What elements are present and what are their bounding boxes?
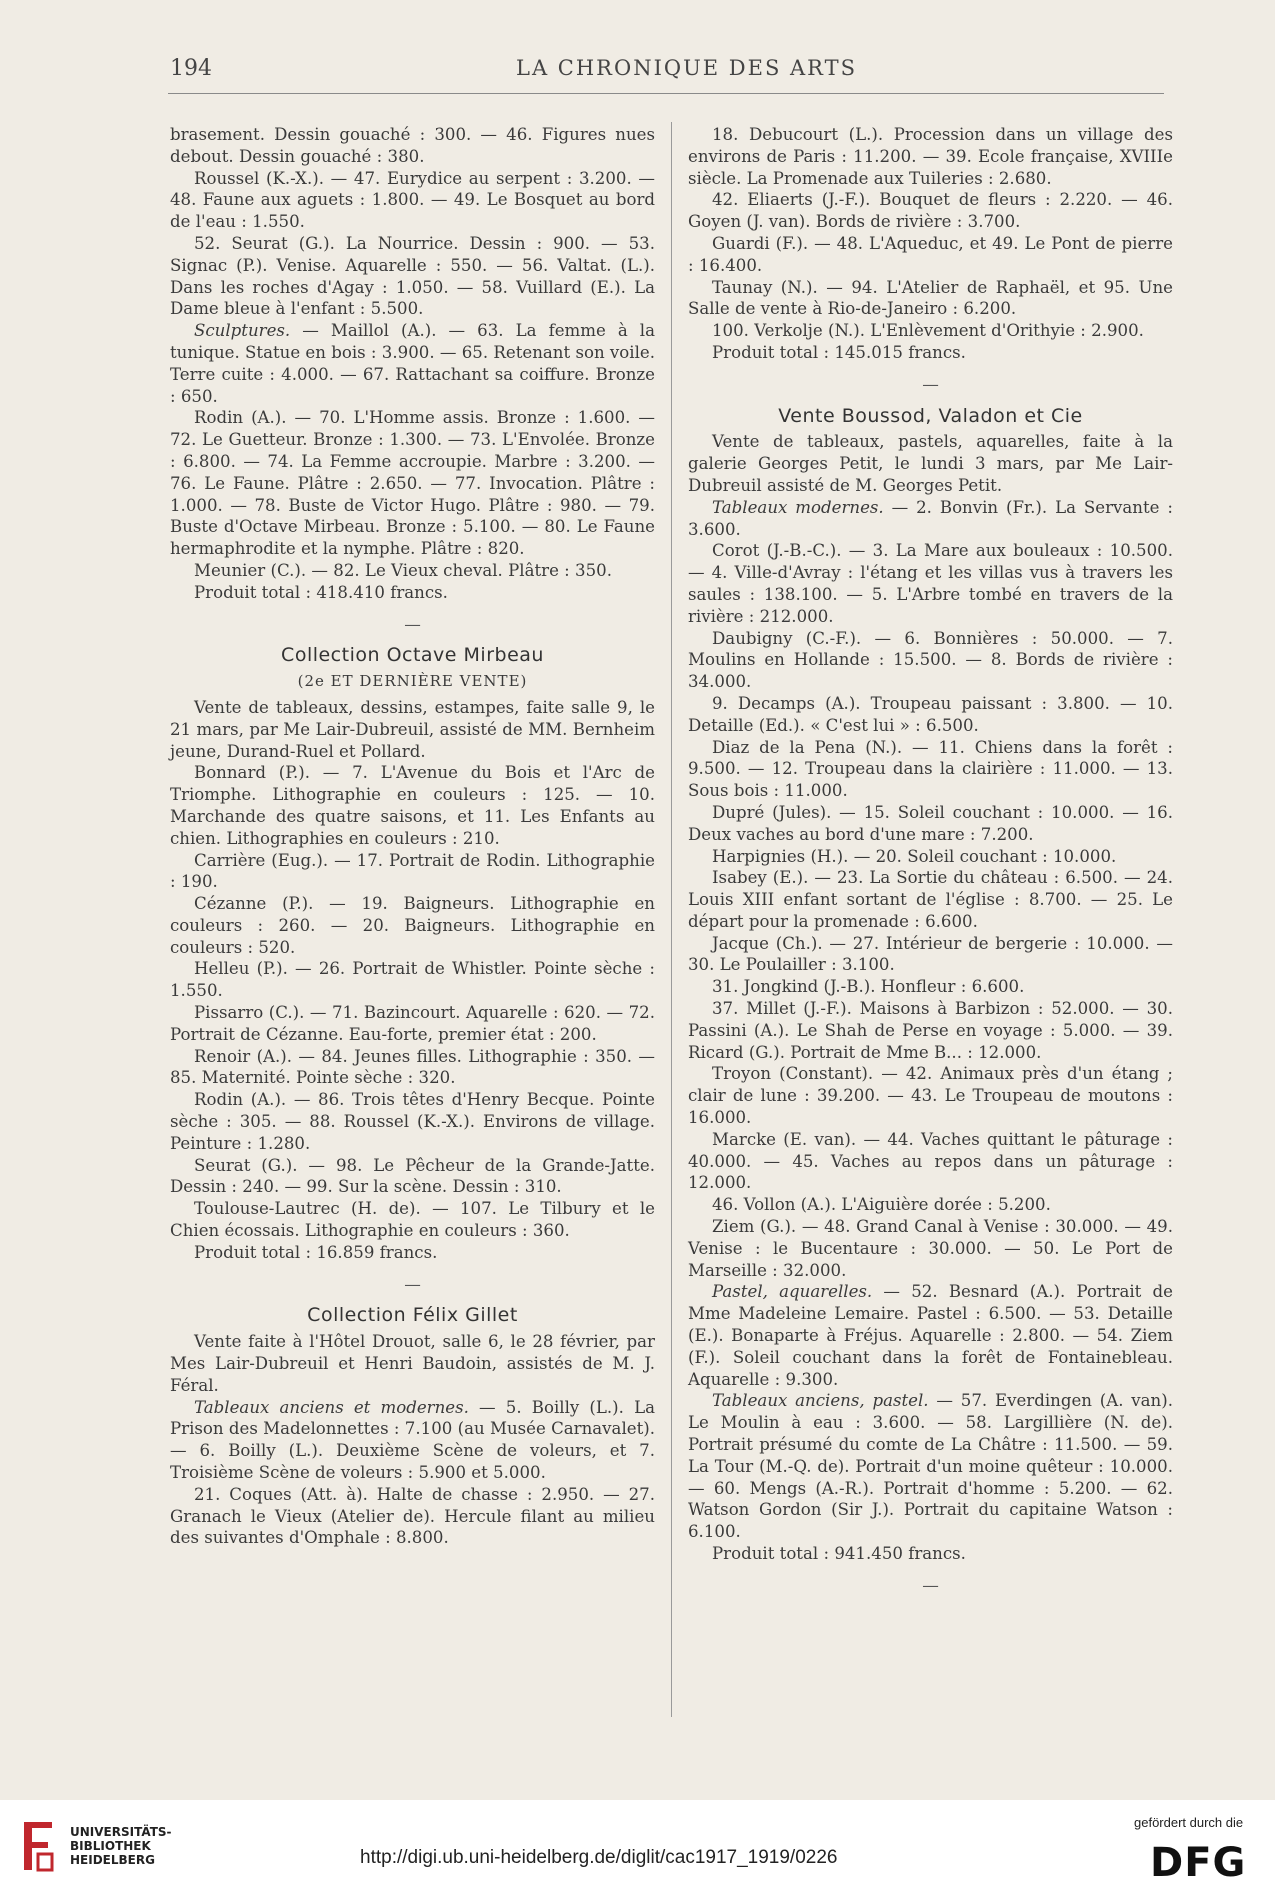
paragraph: Roussel (K.-X.). — 47. Eurydice au serpent : 3.200. — 48. Faune aux aguets : 1.800. — 49. Le Bosquet au bord de l'eau : 1.550. (170, 168, 655, 232)
paragraph: Guardi (F.). — 48. L'Aqueduc, et 49. Le Pont de pierre : 16.400. (688, 233, 1173, 275)
paragraph: Carrière (Eug.). — 17. Portrait de Rodin. Lithographie : 190. (170, 850, 655, 892)
paragraph: Rodin (A.). — 70. L'Homme assis. Bronze : 1.600. — 72. Le Guetteur. Bronze : 1.300. — 73. L'Envolée. Bronze : 6.800. — 74. La Femme accroupie. Marbre : 3.200. — 76. Le Faune. Plâtre : 2.650. — 77. Invocation. Plâtre : 1.000. — 78. Buste de Victor Hugo. Plâtre : 980. — 79. Buste d'Octave Mirbeau. Bronze : 5.100. — 80. Le Faune hermaphrodite et la nymphe. Plâtre : 820. (170, 408, 655, 559)
left-column (170, 124, 655, 1549)
paragraph: Taunay (N.). — 94. L'Atelier de Raphaël, et 95. Une Salle de vente à Rio-de-Janeiro : 6.200. (688, 277, 1173, 319)
paragraph: Cézanne (P.). — 19. Baigneurs. Lithographie en couleurs : 260. — 20. Baigneurs. Lithographie en couleurs : 520. (170, 894, 655, 957)
section-heading: Collection Félix Gillet (307, 1304, 518, 1327)
header-rule (168, 93, 1164, 94)
permalink-url[interactable]: http://digi.ub.uni-heidelberg.de/diglit/cac1917_1919/0226 (360, 1847, 838, 1868)
digitization-footer (0, 1800, 1275, 1891)
separator: — (922, 1575, 939, 1595)
paragraph: Bonnard (P.). — 7. L'Avenue du Bois et l'Arc de Triomphe. Lithographie en couleurs : 125. — 10. Marchande des quatre saisons, et 11. Les Enfants au chien. Lithographies en couleurs : 210. (170, 763, 655, 848)
paragraph: Meunier (C.). — 82. Le Vieux cheval. Plâtre : 350. (194, 560, 612, 580)
paragraph: Ziem (G.). — 48. Grand Canal à Venise : 30.000. — 49. Venise : le Bucentaure : 30.000. — 50. Le Port de Marseille : 32.000. (688, 1217, 1173, 1280)
institution-name: UNIVERSITÄTS- BIBLIOTHEK HEIDELBERG (70, 1825, 172, 1867)
section-heading: Collection Octave Mirbeau (281, 644, 544, 667)
paragraph: Daubigny (C.-F.). — 6. Bonnières : 50.000. — 7. Moulins en Hollande : 15.500. — 8. Bords de rivière : 34.000. (688, 628, 1173, 692)
section-label: Pastel, aquarelles. (712, 1282, 873, 1302)
column-divider (671, 122, 672, 1717)
paragraph: Tableaux anciens et modernes. — 5. Boilly (L.). La Prison des Madelonnettes : 7.100 (au Musée Carnavalet). — 6. Boilly (L.). Deuxième Scène de voleurs, et 7. Troisième Scène de voleurs : 5.900 et 5.000. (170, 1397, 655, 1483)
paragraph: Pissarro (C.). — 71. Bazincourt. Aquarelle : 620. — 72. Portrait de Cézanne. Eau-forte, premier état : 200. (170, 1003, 655, 1044)
paragraph: Seurat (G.). — 98. Le Pêcheur de la Grande-Jatte. Dessin : 240. — 99. Sur la scène. Dessin : 310. (170, 1155, 655, 1197)
section-label: Tableaux anciens, pastel. (712, 1391, 929, 1411)
section-subheading: (2e ET DERNIÈRE VENTE) (297, 672, 528, 691)
paragraph: Toulouse-Lautrec (H. de). — 107. Le Tilbury et le Chien écossais. Lithographie en couleurs : 360. (170, 1199, 655, 1241)
total-line: Produit total : 418.410 francs. (194, 582, 448, 602)
paragraph: Helleu (P.). — 26. Portrait de Whistler. Pointe sèche : 1.550. (170, 959, 655, 1001)
total-line: Produit total : 941.450 francs. (712, 1544, 966, 1563)
paragraph: 31. Jongkind (J.-B.). Honfleur : 6.600. (712, 977, 1025, 997)
section-heading: Vente Boussod, Valadon et Cie (778, 404, 1083, 427)
paragraph: Corot (J.-B.-C.). — 3. La Mare aux bouleaux : 10.500. — 4. Ville-d'Avray : l'étang et les villas vus à travers les saules : 138.100. — 5. L'Arbre tombé en travers de la rivière : 212.000. (688, 541, 1173, 626)
paragraph: 46. Vollon (A.). L'Aiguière dorée : 5.200. (712, 1195, 1051, 1215)
paragraph: Marcke (E. van). — 44. Vaches quittant le pâturage : 40.000. — 45. Vaches au repos dans un pâturage : 12.000. (688, 1129, 1173, 1193)
paragraph: Isabey (E.). — 23. La Sortie du château : 6.500. — 24. Louis XIII enfant sortant de l'église : 8.700. — 25. Le départ pour la promenade : 6.600. (688, 868, 1173, 931)
paragraph: brasement. Dessin gouaché : 300. — 46. Figures nues debout. Dessin gouaché : 380. (170, 125, 655, 166)
university-library-logo-icon (18, 1818, 58, 1874)
paragraph: Dupré (Jules). — 15. Soleil couchant : 10.000. — 16. Deux vaches au bord d'une mare : 7.200. (688, 802, 1173, 844)
paragraph: Vente de tableaux, dessins, estampes, faite salle 9, le 21 mars, par Me Lair-Dubreuil, assisté de MM. Bernheim jeune, Durand-Ruel et Pollard. (170, 697, 655, 761)
paragraph: 42. Eliaerts (J.-F.). Bouquet de fleurs : 2.220. — 46. Goyen (J. van). Bords de rivière : 3.700. (688, 190, 1173, 232)
section-label: Tableaux anciens et modernes. (194, 1397, 469, 1417)
paragraph: Diaz de la Pena (N.). — 11. Chiens dans la forêt : 9.500. — 12. Troupeau dans la clairière : 11.000. — 13. Sous bois : 11.000. (688, 737, 1173, 801)
paragraph: Tableaux anciens, pastel. — 57. Everdingen (A. van). Le Moulin à eau : 3.600. — 58. Largillière (N. de). Portrait présumé du comte de La Châtre : 11.500. — 59. La Tour (M.-Q. de). Portrait d'un moine quêteur : 10.000. — 60. Mengs (A.-R.). Portrait d'homme : 5.200. — 62. Watson Gordon (Sir J.). Portrait du capitaine Watson : 6.100. (688, 1391, 1173, 1542)
paragraph: Tableaux modernes. — 2. Bonvin (Fr.). La Servante : 3.600. (688, 497, 1173, 539)
total-line: Produit total : 145.015 francs. (712, 342, 966, 362)
paragraph: Pastel, aquarelles. — 52. Besnard (A.). Portrait de Mme Madeleine Lemaire. Pastel : 6.500. — 53. Detaille (E.). Bonaparte à Fréjus. Aquarelle : 2.800. — 54. Ziem (F.). Soleil couchant dans la forêt de Fontainebleau. Aquarelle : 9.300. (688, 1282, 1173, 1389)
total-line: Produit total : 16.859 francs. (194, 1242, 438, 1262)
paragraph: 21. Coques (Att. à). Halte de chasse : 2.950. — 27. Granach le Vieux (Atelier de). Hercule filant au milieu des suivantes d'Omphale : 8.800. (170, 1484, 655, 1548)
journal-title: LA CHRONIQUE DES ARTS (516, 56, 858, 80)
separator: — (922, 374, 939, 394)
paragraph: 18. Debucourt (L.). Procession dans un village des environs de Paris : 11.200. — 39. Ecole française, XVIIIe siècle. La Promenade aux Tuileries : 2.680. (688, 125, 1173, 188)
paragraph: 37. Millet (J.-F.). Maisons à Barbizon : 52.000. — 30. Passini (A.). Le Shah de Perse en voyage : 5.000. — 39. Ricard (G.). Portrait de Mme B... : 12.000. (688, 999, 1173, 1062)
section-label: Tableaux modernes. (712, 497, 884, 517)
paragraph: Jacque (Ch.). — 27. Intérieur de bergerie : 10.000. — 30. Le Poulailler : 3.100. (688, 933, 1173, 975)
paragraph: Rodin (A.). — 86. Trois têtes d'Henry Becque. Pointe sèche : 305. — 88. Roussel (K.-X.). Environs de village. Peinture : 1.280. (170, 1090, 655, 1153)
section-label: Sculptures. (194, 321, 291, 341)
paragraph: 100. Verkolje (N.). L'Enlèvement d'Orithyie : 2.900. (712, 321, 1144, 341)
separator: — (404, 1274, 421, 1294)
dfg-logo: DFG (1150, 1840, 1247, 1886)
paragraph: Harpignies (H.). — 20. Soleil couchant : 10.000. (712, 846, 1117, 866)
paragraph: 52. Seurat (G.). La Nourrice. Dessin : 900. — 53. Signac (P.). Venise. Aquarelle : 550. — 56. Valtat. (L.). Dans les roches d'Agay : 1.050. — 58. Vuillard (E.). La Dame bleue à l'enfant : 5.500. (170, 233, 655, 319)
paragraph: 9. Decamps (A.). Troupeau paissant : 3.800. — 10. Detaille (Ed.). « C'est lui » : 6.500. (688, 693, 1173, 735)
page-number: 194 (170, 56, 212, 81)
funding-caption: gefördert durch die (1134, 1815, 1244, 1830)
right-column (688, 124, 1173, 1607)
paragraph: Renoir (A.). — 84. Jeunes filles. Lithographie : 350. — 85. Maternité. Pointe sèche : 320. (170, 1046, 655, 1088)
paragraph: Sculptures. — Maillol (A.). — 63. La femme à la tunique. Statue en bois : 3.900. — 65. Retenant son voile. Terre cuite : 4.000. — 67. Rattachant sa coiffure. Bronze : 650. (170, 321, 655, 406)
paragraph: Vente de tableaux, pastels, aquarelles, faite à la galerie Georges Petit, le lundi 3 mars, par Me Lair-Dubreuil assisté de M. Georges Petit. (688, 432, 1173, 495)
separator: — (404, 614, 421, 634)
paragraph: Troyon (Constant). — 42. Animaux près d'un étang ; clair de lune : 39.200. — 43. Le Troupeau de moutons : 16.000. (688, 1064, 1173, 1128)
paragraph: Vente faite à l'Hôtel Drouot, salle 6, le 28 février, par Mes Lair-Dubreuil et Henri Baudoin, assistés de M. J. Féral. (170, 1332, 655, 1395)
